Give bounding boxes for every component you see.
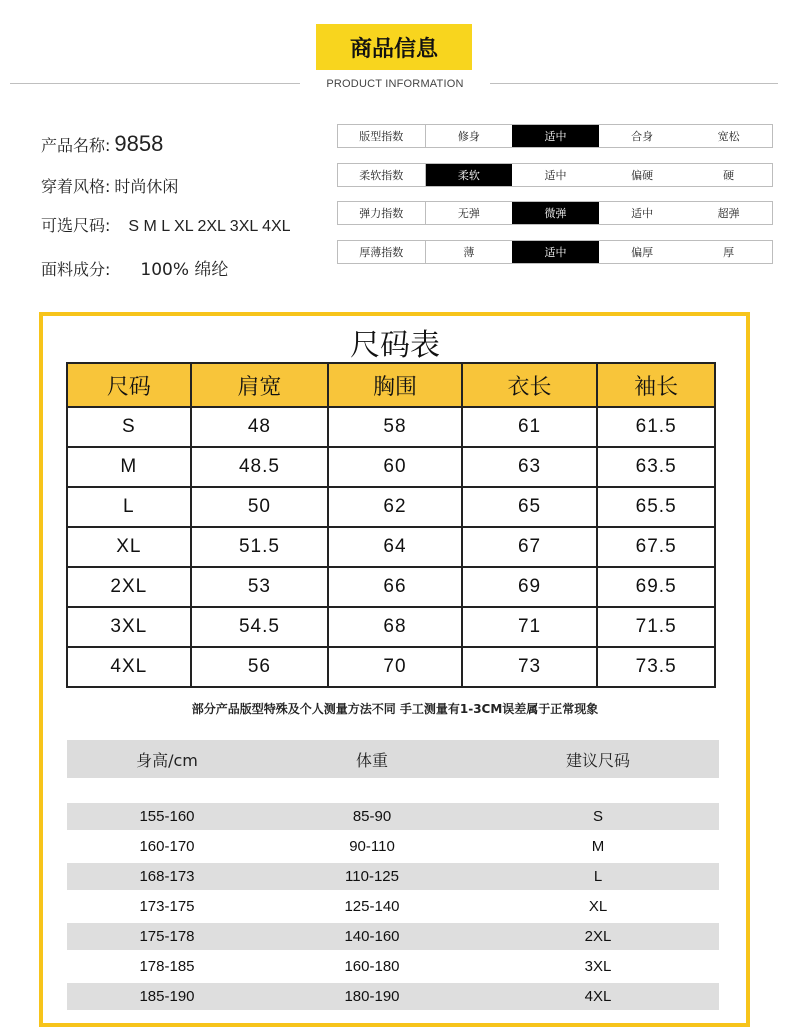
size-chart-cell: 51.5 <box>191 527 329 567</box>
product-name <box>41 131 163 157</box>
recommend-cell: 110-125 <box>345 868 399 885</box>
size-chart-row <box>67 527 715 567</box>
recommend-cell: 90-110 <box>349 838 395 855</box>
recommend-cell: 85-90 <box>352 808 392 825</box>
recommend-row <box>67 983 719 1010</box>
section-title: 商品信息 <box>316 24 472 70</box>
product-sizes-label: 可选尺码: <box>41 216 111 235</box>
product-style-label: 穿着风格: <box>41 177 111 196</box>
product-name-value: 9858 <box>114 131 164 156</box>
index-label: 柔软指数 <box>338 164 426 186</box>
section-subtitle: PRODUCT INFORMATION <box>326 78 464 90</box>
index-option: 无弹 <box>457 207 480 220</box>
index-option: 合身 <box>631 130 654 143</box>
product-sizes-value: S M L XL 2XL 3XL 4XL <box>128 218 291 235</box>
recommend-cell: 3XL <box>584 958 612 975</box>
size-chart-cell: 71.5 <box>597 607 715 647</box>
size-chart-cell: 53 <box>191 567 329 607</box>
product-name-label: 产品名称: <box>41 136 111 155</box>
recommend-cell: 160-170 <box>139 838 195 855</box>
size-chart-cell: 68 <box>328 607 462 647</box>
recommend-row <box>67 923 719 950</box>
size-chart-row <box>67 487 715 527</box>
recommend-cell: 185-190 <box>139 988 195 1005</box>
product-material-value: 100% 绵纶 <box>140 260 229 280</box>
recommend-cell: 180-190 <box>344 988 400 1005</box>
index-row <box>337 201 773 225</box>
size-chart-cell: 66 <box>328 567 462 607</box>
product-sizes <box>41 213 291 236</box>
size-chart-cell: 65.5 <box>597 487 715 527</box>
recommend-row <box>67 863 719 890</box>
product-style <box>41 174 178 197</box>
recommend-cell: 178-185 <box>139 958 195 975</box>
size-chart-cell: 4XL <box>67 647 191 687</box>
recommend-cell: 4XL <box>584 988 612 1005</box>
index-option: 薄 <box>463 246 475 259</box>
size-chart-cell: 64 <box>328 527 462 567</box>
size-chart-cell: XL <box>67 527 191 567</box>
recommend-header <box>67 740 719 778</box>
recommend-cell: 2XL <box>584 928 612 945</box>
index-row <box>337 163 773 187</box>
index-option: 适中 <box>544 169 567 182</box>
size-chart-cell: 63 <box>462 447 598 487</box>
size-chart-cell: 48.5 <box>191 447 329 487</box>
recommend-cell: L <box>593 868 603 885</box>
recommend-header-height: 身高/cm <box>136 750 198 770</box>
index-option: 适中 <box>512 125 599 147</box>
size-chart-row <box>67 567 715 607</box>
size-chart-cell: 48 <box>191 407 329 447</box>
size-chart-cell: 70 <box>328 647 462 687</box>
recommend-cell: S <box>592 808 603 825</box>
index-option: 修身 <box>457 130 480 143</box>
index-label: 厚薄指数 <box>338 241 426 263</box>
size-chart-table <box>66 362 716 688</box>
recommend-header-size: 建议尺码 <box>565 750 630 770</box>
size-chart-cell: L <box>67 487 191 527</box>
size-chart-cell: 63.5 <box>597 447 715 487</box>
size-chart-cell: 61.5 <box>597 407 715 447</box>
index-label: 弹力指数 <box>338 202 426 224</box>
size-chart-cell: 71 <box>462 607 598 647</box>
recommend-cell: XL <box>588 898 608 915</box>
recommend-cell: 125-140 <box>344 898 400 915</box>
size-chart-header: 袖长 <box>597 363 715 407</box>
recommend-cell: 168-173 <box>139 868 195 885</box>
index-row <box>337 124 773 148</box>
size-chart-cell: 50 <box>191 487 329 527</box>
size-chart-cell: 3XL <box>67 607 191 647</box>
index-option: 适中 <box>512 241 599 263</box>
recommend-cell: M <box>591 838 605 855</box>
size-chart-row <box>67 407 715 447</box>
recommend-row <box>67 833 719 860</box>
size-chart-row <box>67 647 715 687</box>
header-line-left <box>10 83 300 84</box>
measurement-note: 部分产品版型特殊及个人测量方法不同 手工测量有1-3CM误差属于正常现象 <box>191 702 599 716</box>
size-chart-cell: 69 <box>462 567 598 607</box>
index-option: 微弹 <box>512 202 599 224</box>
size-chart-cell: 67 <box>462 527 598 567</box>
size-chart-header-row <box>67 363 715 407</box>
size-chart-cell: 69.5 <box>597 567 715 607</box>
index-row <box>337 240 773 264</box>
size-chart-cell: 73 <box>462 647 598 687</box>
size-chart-row <box>67 447 715 487</box>
index-option: 偏硬 <box>631 169 654 182</box>
recommend-row <box>67 893 719 920</box>
size-chart-header: 尺码 <box>67 363 191 407</box>
size-chart-cell: 62 <box>328 487 462 527</box>
product-material <box>41 255 228 280</box>
index-option: 柔软 <box>426 164 513 186</box>
size-chart-header: 肩宽 <box>191 363 329 407</box>
recommend-cell: 173-175 <box>139 898 195 915</box>
size-chart-cell: M <box>67 447 191 487</box>
recommend-row <box>67 803 719 830</box>
recommend-row <box>67 953 719 980</box>
size-chart-cell: 56 <box>191 647 329 687</box>
size-chart-title: 尺码表 <box>350 328 440 363</box>
recommend-cell: 175-178 <box>139 928 195 945</box>
size-chart-row <box>67 607 715 647</box>
size-chart-header: 胸围 <box>328 363 462 407</box>
index-label: 版型指数 <box>338 125 426 147</box>
size-chart-cell: 73.5 <box>597 647 715 687</box>
index-option: 超弹 <box>717 207 740 220</box>
header-line-right <box>490 83 778 84</box>
size-chart-cell: 65 <box>462 487 598 527</box>
size-chart-cell: 2XL <box>67 567 191 607</box>
recommend-cell: 155-160 <box>139 808 195 825</box>
size-chart-cell: 61 <box>462 407 598 447</box>
index-option: 硬 <box>723 169 735 182</box>
size-chart-cell: 60 <box>328 447 462 487</box>
size-chart-cell: 58 <box>328 407 462 447</box>
index-option: 宽松 <box>717 130 740 143</box>
recommend-header-weight: 体重 <box>355 750 388 770</box>
size-chart-cell: 67.5 <box>597 527 715 567</box>
size-chart-cell: S <box>67 407 191 447</box>
product-style-value: 时尚休闲 <box>114 177 179 196</box>
size-chart-header: 衣长 <box>462 363 598 407</box>
index-option: 适中 <box>631 207 654 220</box>
recommend-cell: 140-160 <box>344 928 400 945</box>
size-chart-cell: 54.5 <box>191 607 329 647</box>
recommend-cell: 160-180 <box>344 958 400 975</box>
index-option: 偏厚 <box>631 246 654 259</box>
product-material-label: 面料成分: <box>41 260 111 279</box>
index-option: 厚 <box>723 246 735 259</box>
